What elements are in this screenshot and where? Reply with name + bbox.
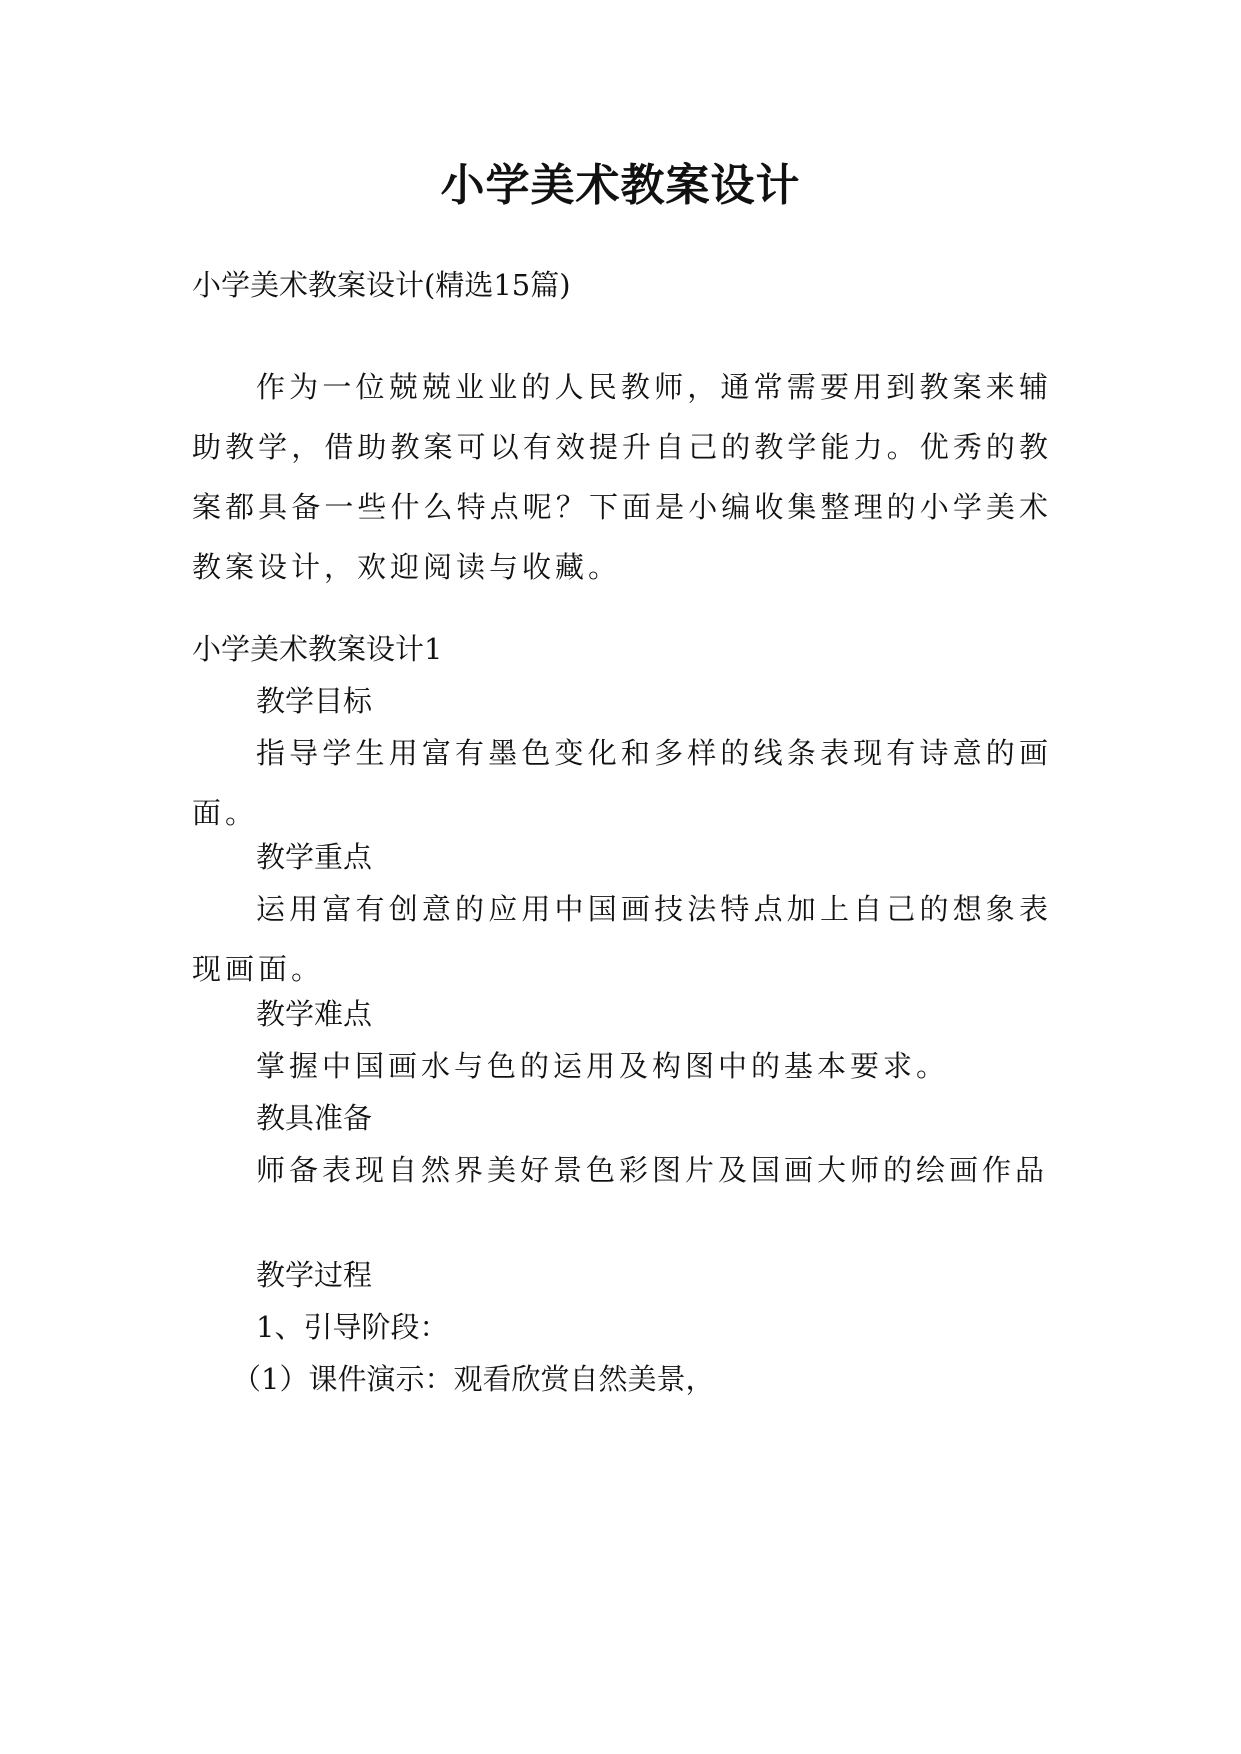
- difficulty-paragraph: 掌握中国画水与色的运用及构图中的基本要求。: [256, 1049, 950, 1083]
- tools-paragraph: 师备表现自然界美好景色彩图片及国画大师的绘画作品: [256, 1153, 1049, 1187]
- key-paragraph: 运用富有创意的应用中国画技法特点加上自己的想象表现画面。: [192, 892, 1052, 986]
- step-1: 1、引导阶段：: [256, 1310, 449, 1344]
- key-heading: 教学重点: [256, 840, 373, 874]
- document-subtitle: 小学美术教案设计(精选15篇): [192, 268, 571, 302]
- step-1-sub: （1）课件演示：观看欣赏自然美景，: [232, 1362, 715, 1396]
- goal-heading: 教学目标: [256, 684, 373, 718]
- difficulty-heading: 教学难点: [256, 997, 373, 1031]
- intro-paragraph: 作为一位兢兢业业的人民教师，通常需要用到教案来辅助教学，借助教案可以有效提升自己的教学能力。优秀的教案都具备一些什么特点呢？下面是小编收集整理的小学美术教案设计，欢迎阅读与收藏。: [192, 370, 1052, 584]
- section-title: 小学美术教案设计1: [192, 632, 443, 666]
- document-title: 小学美术教案设计: [440, 160, 801, 211]
- goal-paragraph: 指导学生用富有墨色变化和多样的线条表现有诗意的画面。: [192, 736, 1052, 830]
- tools-heading: 教具准备: [256, 1101, 373, 1135]
- process-heading: 教学过程: [256, 1258, 373, 1292]
